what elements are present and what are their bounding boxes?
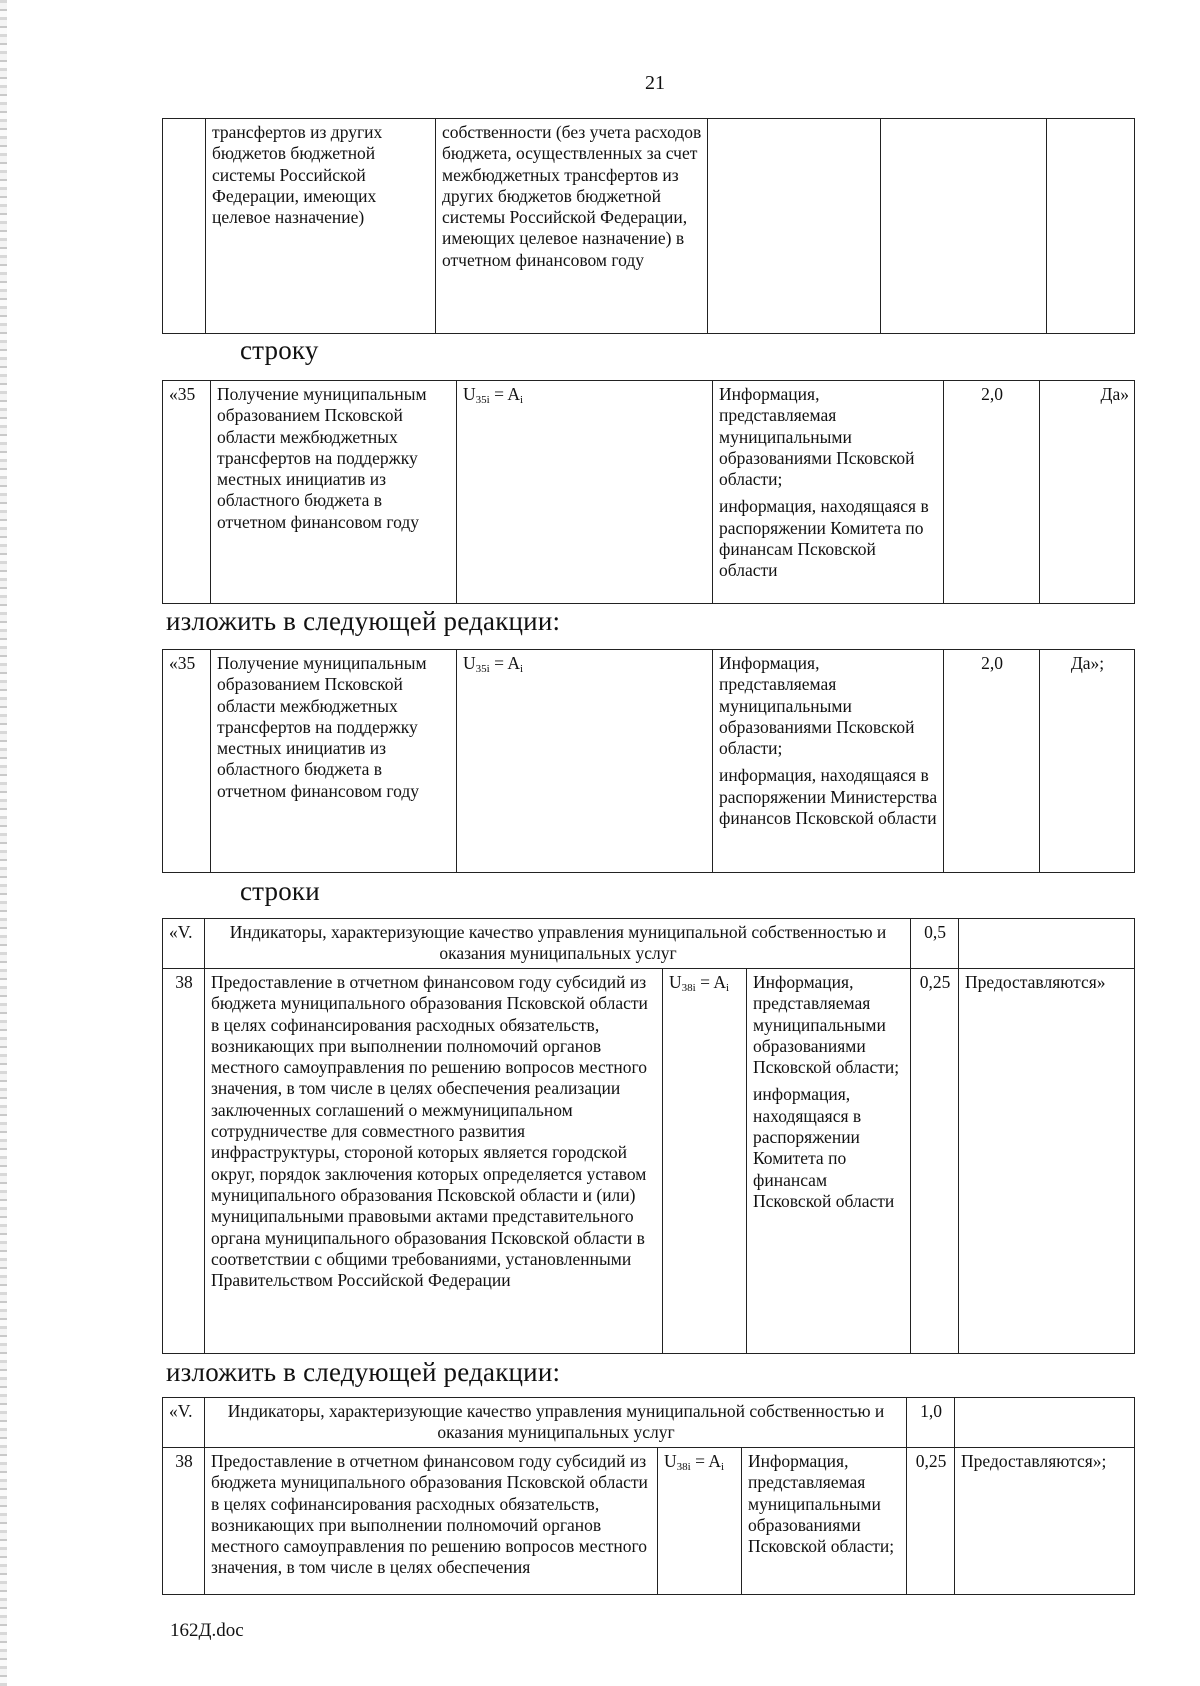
row-number: 38 xyxy=(163,1448,205,1595)
cell-num xyxy=(163,119,206,334)
indicator-name: Получение муниципальным образованием Псковской области межбюджетных трансфертов на поддержку местных инициатив из областного бюджета в отчетном финансовом году xyxy=(211,650,457,873)
table-section-v-old xyxy=(162,918,1135,1354)
label-edit-2: изложить в следующей редакции: xyxy=(166,1357,561,1387)
value: Предоставляются» xyxy=(959,969,1135,1354)
footer-filename: 162Д.doc xyxy=(170,1620,244,1641)
value: Да» xyxy=(1040,381,1135,604)
table-continuation xyxy=(162,118,1135,334)
indicator-name: Предоставление в отчетном финансовом году субсидий из бюджета муниципального образования Псковской области в целях софинансирования расходных обязательств, возникающих при выполнении полномочий органов местного самоуправления по решению вопросов местного значения, в том числе в целях обеспечения xyxy=(205,1448,658,1595)
value: Предоставляются»; xyxy=(955,1448,1135,1595)
cell-name: трансфертов из других бюджетов бюджетной системы Российской Федерации, имеющих целевое назначение) xyxy=(206,119,436,334)
section-value xyxy=(959,919,1135,969)
section-value xyxy=(955,1398,1135,1448)
section-weight: 1,0 xyxy=(907,1398,955,1448)
cell-value xyxy=(1047,119,1135,334)
formula: $U_{35i} = A_i$ xyxy=(457,381,713,604)
formula: $U_{35i} = A_i$ xyxy=(457,650,713,873)
label-stroku: строку xyxy=(240,335,319,365)
formula: $U_{38i} = A_i$ xyxy=(658,1448,742,1595)
row-number: «35 xyxy=(163,650,211,873)
label-stroki: строки xyxy=(240,876,320,906)
section-title: Индикаторы, характеризующие качество управления муниципальной собственностью и оказания муниципальных услуг xyxy=(205,919,911,969)
value: Да»; xyxy=(1040,650,1135,873)
row-number: «35 xyxy=(163,381,211,604)
indicator-name: Получение муниципальным образованием Псковской области межбюджетных трансфертов на поддержку местных инициатив из областного бюджета в отчетном финансовом году xyxy=(211,381,457,604)
section-weight: 0,5 xyxy=(911,919,959,969)
info-source: Информация, представляемая муниципальными образованиями Псковской области; информация, находящаяся в распоряжении Министерства финансов Псковской области xyxy=(713,650,944,873)
info-source: Информация, представляемая муниципальными образованиями Псковской области; информация, находящаяся в распоряжении Комитета по финансам Псковской области xyxy=(747,969,911,1354)
info-source: Информация, представляемая муниципальными образованиями Псковской области; информация, находящаяся в распоряжении Комитета по финансам Псковской области xyxy=(713,381,944,604)
table-row35-old xyxy=(162,380,1135,604)
scan-edge xyxy=(0,0,7,1686)
table-row35-new xyxy=(162,649,1135,873)
section-number: «V. xyxy=(163,1398,205,1448)
info-source: Информация, представляемая муниципальными образованиями Псковской области; xyxy=(742,1448,907,1595)
cell-formula: собственности (без учета расходов бюджета, осуществленных за счет межбюджетных трансфертов из других бюджетов бюджетной системы Российской Федерации, имеющих целевое назначение) в отчетном финансовом году xyxy=(436,119,708,334)
weight: 2,0 xyxy=(944,381,1040,604)
weight: 0,25 xyxy=(907,1448,955,1595)
cell-weight xyxy=(881,119,1047,334)
row-number: 38 xyxy=(163,969,205,1354)
section-title: Индикаторы, характеризующие качество управления муниципальной собственностью и оказания муниципальных услуг xyxy=(205,1398,907,1448)
cell-source xyxy=(708,119,881,334)
page-number: 21 xyxy=(645,72,665,94)
weight: 2,0 xyxy=(944,650,1040,873)
table-section-v-new xyxy=(162,1397,1135,1595)
formula: $U_{38i} = A_i$ xyxy=(663,969,747,1354)
section-number: «V. xyxy=(163,919,205,969)
indicator-name: Предоставление в отчетном финансовом году субсидий из бюджета муниципального образования Псковской области в целях софинансирования расходных обязательств, возникающих при выполнении полномочий органов местного самоуправления по решению вопросов местного значения, в том числе в целях обеспечения реализации заключенных соглашений о межмуниципальном сотрудничестве для совместного развития инфраструктуры, стороной которых является городской округ, порядок заключения которых определяется уставом муниципального образования Псковской области и (или) муниципальными правовыми актами представительного органа муниципального образования Псковской области в соответствии с общими требованиями, установленными Правительством Российской Федерации xyxy=(205,969,663,1354)
label-edit-1: изложить в следующей редакции: xyxy=(166,606,561,636)
weight: 0,25 xyxy=(911,969,959,1354)
